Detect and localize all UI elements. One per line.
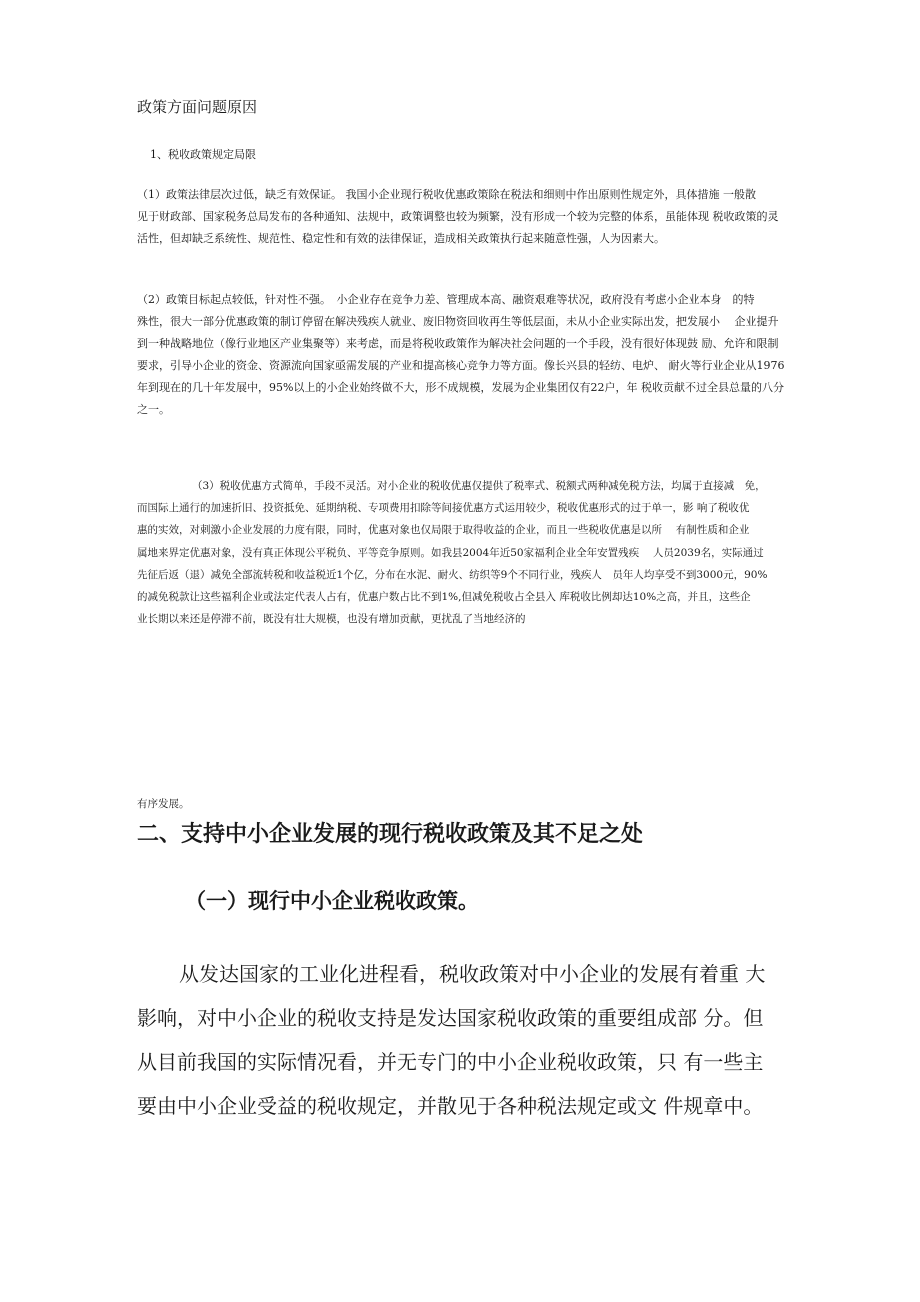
- chapter-heading: 二、支持中小企业发展的现行税收政策及其不足之处: [137, 821, 644, 847]
- paragraph-line: 见于财政部、国家税务总局发布的各种通知、法规中，政策调整也较为频繁，没有形成一个较为完整的体系，虽能体现 税收政策的灵: [137, 210, 779, 223]
- subsection-heading: （一）现行中小企业税收政策。: [185, 888, 479, 913]
- paragraph-line: 的减免税款让这些福利企业或法定代表人占有，优惠户数占比不到1%,但减免税收占全县入 库税收比例却达10%之高，并且，这些企: [137, 591, 751, 604]
- paragraph-line: 年到现在的几十年发展中，95%以上的小企业始终做不大，形不成规模，发展为企业集团仅有22户，年 税收贡献不过全县总量的八分: [137, 381, 784, 394]
- paragraph-line: 殊性，很大一部分优惠政策的制订停留在解决残疾人就业、废旧物资回收再生等低层面，未从小企业实际出发，把发展小 企业提升: [137, 315, 779, 328]
- paragraph-policy-target: [137, 289, 797, 421]
- paragraph-line: 要由中小企业受益的税收规定，并散见于各种税法规定或文 件规章中。: [137, 1094, 764, 1118]
- paragraph-line: 惠的实效，对刺激小企业发展的力度有限，同时，优惠对象也仅局限于取得收益的企业，而且一些税收优惠是以所 有制性质和企业: [137, 524, 750, 537]
- paragraph-line: 而国际上通行的加速折旧、投资抵免、延期纳税、专项费用扣除等间接优惠方式运用较少，税收优惠形式的过于单一，影 响了税收优: [137, 502, 750, 515]
- paragraph-line: 从发达国家的工业化进程看，税收政策对中小企业的发展有着重 大: [179, 962, 766, 986]
- paragraph-line: （2）政策目标起点较低，针对性不强。 小企业存在竞争力差、管理成本高、融资艰难等状况，政府没有考虑小企业本身 的特: [137, 293, 755, 306]
- paragraph-line: 之一。: [137, 403, 170, 416]
- paragraph-line: 从目前我国的实际情况看，并无专门的中小企业税收政策，只 有一些主: [137, 1050, 764, 1074]
- paragraph-preferential-methods: [137, 475, 807, 630]
- paragraph-line: 属地来界定优惠对象，没有真正体现公平税负、平等竞争原则。如我县2004年近50家福利企业全年安置残疾 人员2039名，实际通过: [137, 546, 764, 559]
- paragraph-line: 要求，引导小企业的资金、资源流向国家亟需发展的产业和提高核心竞争力等方面。像长兴县的轻纺、电炉、 耐火等行业企业从1976: [137, 359, 785, 372]
- paragraph-ending: 有序发展。: [137, 798, 190, 810]
- section-heading: 1、税收政策规定局限: [150, 148, 256, 161]
- paragraph-line: 先征后返（退）减免全部流转税和收益税近1个亿，分布在水泥、耐火、纺织等9个不同行业，残疾人 员年人均享受不到3000元，90%: [137, 568, 768, 581]
- paragraph-policy-level: [137, 184, 797, 250]
- paragraph-line: （3）税收优惠方式简单，手段不灵活。对小企业的税收优惠仅提供了税率式、税额式两种减免税方法，均属于直接减 免，: [192, 480, 766, 492]
- paragraph-line: （1）政策法律层次过低，缺乏有效保证。 我国小企业现行税收优惠政策除在税法和细则中作出原则性规定外，具体措施 一般散: [137, 188, 756, 201]
- paragraph-line: 到一种战略地位（像行业地区产业集聚等）来考虑，而是将税收政策作为解决社会问题的一个手段，没有很好体现鼓 励、允许和限制: [137, 337, 779, 350]
- document-title: 政策方面问题原因: [137, 98, 258, 116]
- paragraph-line: 业长期以来还是停滞不前，既没有壮大规模，也没有增加贡献，更扰乱了当地经济的: [137, 613, 526, 626]
- paragraph-line: 活性，但却缺乏系统性、规范性、稳定性和有效的法律保证，造成相关政策执行起来随意性强，人为因素大。: [137, 232, 665, 245]
- paragraph-line: 影响，对中小企业的税收支持是发达国家税收政策的重要组成部 分。但: [137, 1006, 764, 1030]
- body-paragraph: [137, 952, 797, 1128]
